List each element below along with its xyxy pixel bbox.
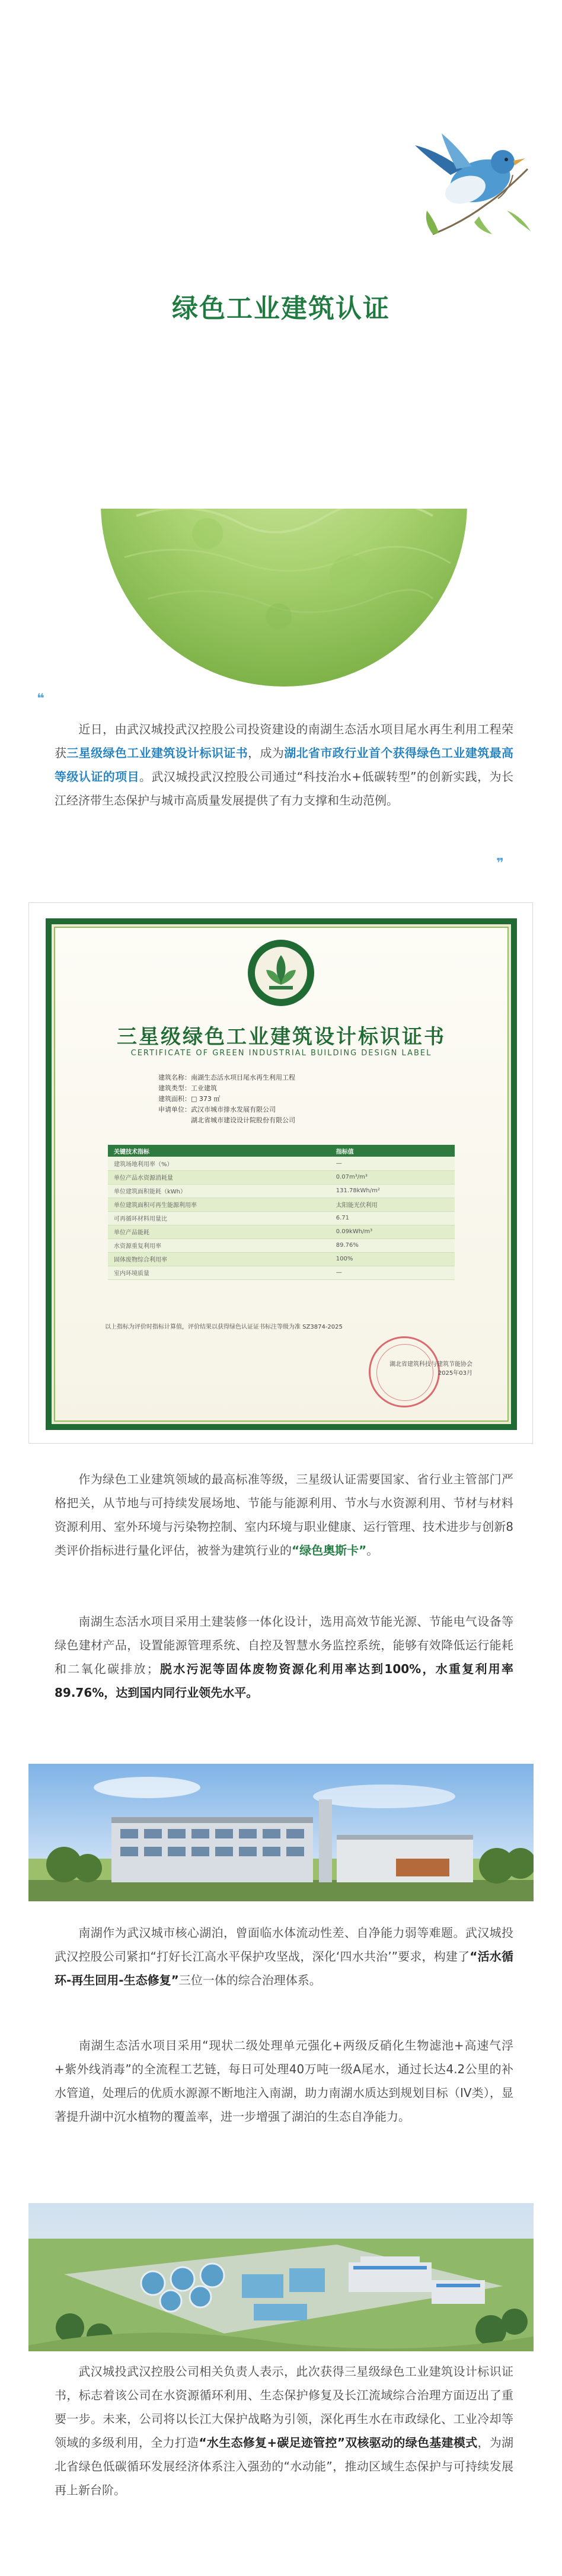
emblem-icon	[245, 937, 317, 1008]
body-paragraph: 南湖生态活水项目采用“现状二级处理单元强化+两级反硝化生物滤池+高速气浮+紫外线消毒”的全流程工艺链，每日可处理40万吨一级A尾水，通过长达4.2公里的补水管道，处理后的优质水源源不断地注入南湖，助力南湖水质达到规划目标（IV类），显著提升湖中沉水植物的覆盖率，进一步增强了湖泊的生态自净能力。	[55, 2038, 513, 2124]
highlight-governance-system: “活水循环-再生回用-生态修复”	[55, 1949, 513, 1987]
body-paragraph: 作为绿色工业建筑领域的最高标准等级，三星级认证需要国家、省行业主管部门严格把关，从节地与可持续发展场地、节能与能源利用、节水与水资源利用、节材与材料资源利用、室外环境与污染物控制、室内环境与职业健康、运行管理、技术进步与创新8类评价指标进行量化评估，被誉为建筑行业的“绿色奥斯卡”。	[55, 1472, 513, 1557]
certificate-table	[108, 1145, 455, 1280]
building-photo	[28, 1764, 534, 1901]
table-row: 固体废物综合利用率 100%	[108, 1252, 455, 1266]
bird-icon	[409, 133, 539, 252]
table-row: 单位产品能耗 0.09kWh/m³	[108, 1225, 455, 1238]
highlight-dual-core-model: “水生态修复+碳足迹管控”双核驱动的绿色基建模式	[199, 2435, 478, 2450]
green-globe-graphic	[101, 509, 467, 687]
certificate-footer: 以上指标为评价时指标计算值，评价结果以获得绿色认证证书标注等级为准 SZ3874-2025	[105, 1324, 343, 1330]
table-header: 指标值	[330, 1145, 455, 1157]
table-header: 关键技术指标	[108, 1145, 330, 1157]
certificate-info-line: 建筑面积：□ 373 ㎡	[158, 1095, 221, 1103]
highlight-green-oscar: “绿色奥斯卡”	[292, 1543, 367, 1557]
aerial-plant-photo	[28, 2203, 534, 2351]
highlight-utilization-rate: 脱水污泥等固体废物资源化利用率达到100%，水重复利用率89.76%，达到国内同行业领先水平。	[55, 1662, 513, 1700]
certificate-info-line: 申请单位：武汉市城市排水发展有限公司	[158, 1106, 276, 1113]
closing-paragraph: 武汉城投武汉控股公司相关负责人表示，此次获得三星级绿色工业建筑设计标识证书，标志着该公司在水资源循环利用、生态保护修复及长江流域综合治理方面迈出了重要一步。未来，公司将以长江大保护战略为引领，深化再生水在市政绿化、工业冷却等领域的多级利用，全力打造“水生态修复+碳足迹管控”双核驱动的绿色基建模式，为湖北省绿色低碳循环发展经济体系注入强劲的“水动能”，推动区域生态保护与可持续发展再上新台阶。	[55, 2364, 514, 2497]
certificate-info-line: 湖北省城市建设设计院股份有限公司	[158, 1116, 295, 1124]
table-row: 单位建筑面积可再生能源利用率 太阳能光伏利用	[108, 1198, 455, 1211]
highlight-certificate-name: 三星级绿色工业建筑设计标识证书	[66, 746, 248, 760]
table-row: 单位建筑面积能耗（kWh） 131.78kWh/m²	[108, 1184, 455, 1198]
certificate-info-line: 建筑名称：南湖生态活水项目尾水再生利用工程	[158, 1074, 295, 1081]
certificate-image	[28, 902, 533, 1444]
body-paragraph: 南湖生态活水项目采用土建装修一体化设计，选用高效节能光源、节能电气设备等绿色建材产品，设置能源管理系统、自控及智慧水务监控系统，能够有效降低运行能耗和二氧化碳排放；脱水污泥等固体废物资源化利用率达到100%，水重复利用率89.76%，达到国内同行业领先水平。	[55, 1614, 513, 1700]
certificate-issuer	[354, 1360, 472, 1378]
table-row: 建筑场地利用率（%） —	[108, 1157, 455, 1170]
quote-close-icon: ❞	[496, 856, 504, 871]
table-row: 室内环境质量 —	[108, 1266, 455, 1279]
table-row: 单位产品水资源消耗量 0.07m³/m³	[108, 1170, 455, 1184]
table-row: 水资源重复利用率 89.76%	[108, 1238, 455, 1252]
body-paragraph: 南湖作为武汉城市核心湖泊，曾面临水体流动性差、自净能力弱等难题。武汉城投武汉控股公司紧扣“打好长江高水平保护攻坚战，深化‘四水共治’”要求，构建了“活水循环-再生回用-生态修复”三位一体的综合治理体系。	[55, 1926, 513, 1987]
certificate-info	[158, 1072, 431, 1126]
highlight-first-project: 湖北省市政行业首个获得绿色工业建筑最高等级认证的项目	[55, 746, 514, 784]
page-title: 绿色工业建筑认证	[172, 293, 390, 324]
issuer-line: 2025年03月	[438, 1370, 472, 1377]
table-row: 可再循环材料用量比 6.71	[108, 1211, 455, 1225]
certificate-info-line: 建筑类型：工业建筑	[158, 1084, 217, 1092]
intro-paragraph: 近日，由武汉城投武汉控股公司投资建设的南湖生态活水项目尾水再生利用工程荣获三星级绿色工业建筑设计标识证书，成为湖北省市政行业首个获得绿色工业建筑最高等级认证的项目。武汉城投武汉控股公司通过“科技治水+低碳转型”的创新实践，为长江经济带生态保护与城市高质量发展提供了有力支撑和生动范例。	[55, 722, 514, 807]
certificate-subtitle: CERTIFICATE OF GREEN INDUSTRIAL BUILDING DESIGN LABEL	[130, 1049, 432, 1058]
certificate-title: 三星级绿色工业建筑设计标识证书	[117, 1025, 446, 1049]
issuer-line: 湖北省建筑科技与建筑节能协会	[389, 1361, 472, 1368]
quote-open-icon: ❝	[37, 691, 44, 706]
